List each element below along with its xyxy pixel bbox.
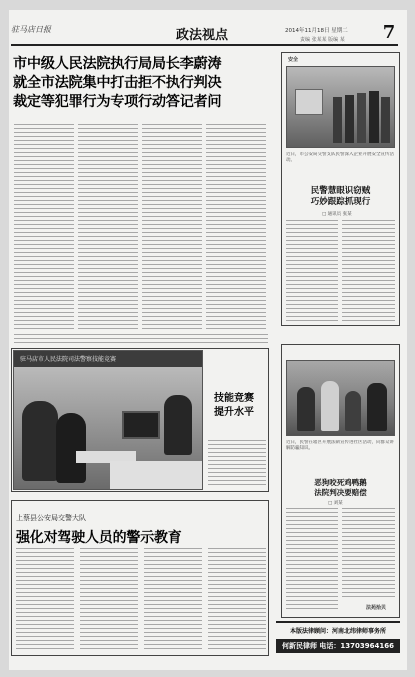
title-line: 恶狗咬死鸡鸭鹅 [314,478,367,487]
right-top-article-column [286,220,338,322]
competition-banner: 驻马店市人民法院司法警察技能竞赛 [20,356,117,363]
lead-article-column [78,124,138,330]
photo-feature-title [214,392,254,420]
lead-article-column [206,124,266,330]
right-bottom-article-column [286,508,338,612]
right-top-article-title [286,186,395,208]
lead-headline [13,55,275,112]
police-photo-caption: 近日，市公安局交警支队民警深入企业开展安全宣传活动。 [286,152,394,163]
legal-advisor-ad [276,621,400,655]
community-photo [286,360,395,436]
lead-article-tail [14,334,268,344]
title-line: 技能竞赛 [214,393,254,404]
ad-line-contact: 何新民律师 电话：13703964166 [276,639,400,653]
right-bottom-article-title [286,478,395,498]
title-line: 民警慧眼识窃贼 [310,186,371,196]
title-line: 巧妙跟踪抓现行 [310,197,371,207]
corner-logo: 法苑拾贝 [366,605,387,611]
photo-feature-caption-text [208,440,266,486]
section-title: 政法视点 [176,28,229,43]
lead-article-column [142,124,202,330]
right-top-article-column [342,220,395,322]
bottom-article-column [80,548,138,652]
title-line: 法院判决要赔偿 [314,488,367,497]
title-line: 提升水平 [214,407,254,418]
safety-logo: 安全 [288,57,299,63]
lead-headline-line: 市中级人民法院执行局局长李蔚涛 [13,56,222,72]
bottom-article-column [144,548,202,652]
issue-date: 2014年11月18日 星期二 [285,28,348,34]
right-top-byline: □ 通讯员 张某 [322,212,352,217]
header-rule [11,44,398,46]
lead-headline-line: 裁定等犯罪行为专项行动答记者问 [13,94,222,110]
bottom-article-column [16,548,74,652]
right-bottom-article-column [342,508,395,600]
right-bottom-byline: □ 刘某 [328,501,343,506]
editor-credits: 责编 张某某 版编 某 [300,37,345,43]
bottom-article-headline: 强化对驾驶人员的警示教育 [16,530,182,546]
community-photo-caption: 近日，民警在辖区开展法制宣传进社区活动，向群众讲解防骗知识。 [286,440,394,451]
masthead: 驻马店日报 [11,25,51,34]
lead-headline-line: 就全市法院集中打击拒不执行判决 [13,75,222,91]
police-photo [286,66,395,148]
lead-article-column [14,124,74,330]
bottom-article-column [208,548,266,652]
ad-line-firm: 本版法律顾问：河南北纬律师事务所 [289,628,386,635]
page-number: 7 [382,22,396,43]
bottom-article-kicker: 上蔡县公安局交警大队 [16,514,86,522]
skills-competition-photo [13,350,203,490]
